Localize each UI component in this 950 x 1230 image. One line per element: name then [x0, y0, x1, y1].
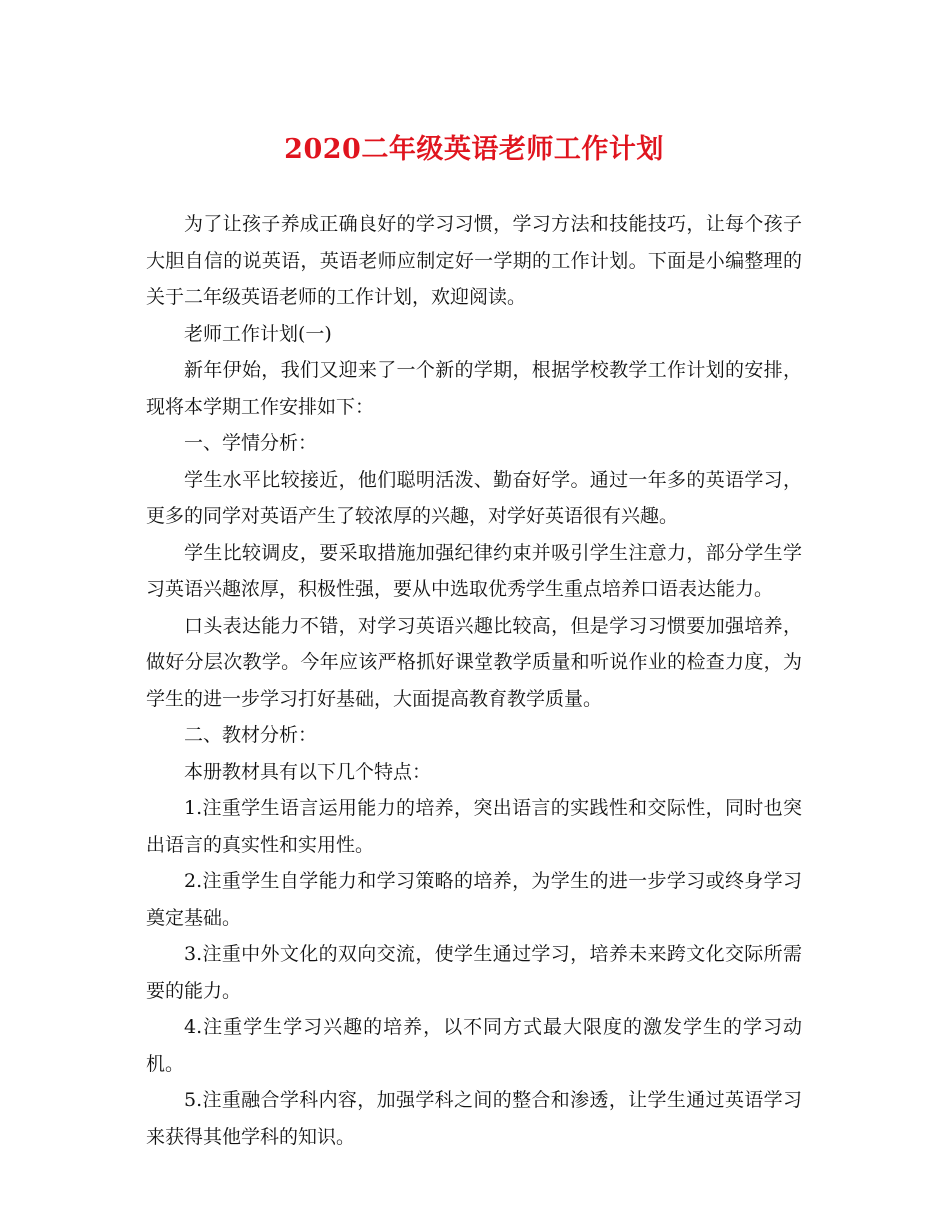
paragraph-opening: 新年伊始，我们又迎来了一个新的学期，根据学校教学工作计划的安排，现将本学期工作安排如下：	[146, 359, 802, 418]
list-item-4: 4.注重学生学习兴趣的培养，以不同方式最大限度的激发学生的学习动机。	[146, 1016, 802, 1075]
list-item-5: 5.注重融合学科内容，加强学科之间的整合和渗透，让学生通过英语学习来获得其他学科的知识。	[146, 1089, 802, 1148]
paragraph-student-discipline: 学生比较调皮，要采取措施加强纪律约束并吸引学生注意力，部分学生学习英语兴趣浓厚，积极性强，要从中选取优秀学生重点培养口语表达能力。	[146, 541, 802, 600]
list-item-3: 3.注重中外文化的双向交流，使学生通过学习，培养未来跨文化交际所需要的能力。	[146, 943, 802, 1002]
document-title: 2020二年级英语老师工作计划	[284, 134, 664, 165]
document-body	[146, 206, 802, 1155]
paragraph-student-level: 学生水平比较接近，他们聪明活泼、勤奋好学。通过一年多的英语学习，更多的同学对英语产生了较浓厚的兴趣，对学好英语很有兴趣。	[146, 468, 802, 527]
paragraph-textbook-features: 本册教材具有以下几个特点：	[184, 760, 432, 783]
paragraph-oral-ability: 口头表达能力不错，对学习英语兴趣比较高，但是学习习惯要加强培养，做好分层次教学。今年应该严格抓好课堂教学质量和听说作业的检查力度，为学生的进一步学习打好基础，大面提高教育教学质量。	[146, 614, 802, 710]
list-item-2: 2.注重学生自学能力和学习策略的培养，为学生的进一步学习或终身学习奠定基础。	[146, 870, 802, 929]
paragraph-intro: 为了让孩子养成正确良好的学习习惯，学习方法和技能技巧，让每个孩子大胆自信的说英语，英语老师应制定好一学期的工作计划。下面是小编整理的关于二年级英语老师的工作计划，欢迎阅读。	[146, 213, 802, 308]
section-heading-student-analysis: 一、学情分析：	[184, 432, 318, 454]
paragraph-plan-heading: 老师工作计划(一)	[184, 322, 332, 345]
list-item-1: 1.注重学生语言运用能力的培养，突出语言的实践性和交际性，同时也突出语言的真实性和实用性。	[146, 797, 802, 856]
section-heading-textbook-analysis: 二、教材分析：	[184, 724, 318, 746]
